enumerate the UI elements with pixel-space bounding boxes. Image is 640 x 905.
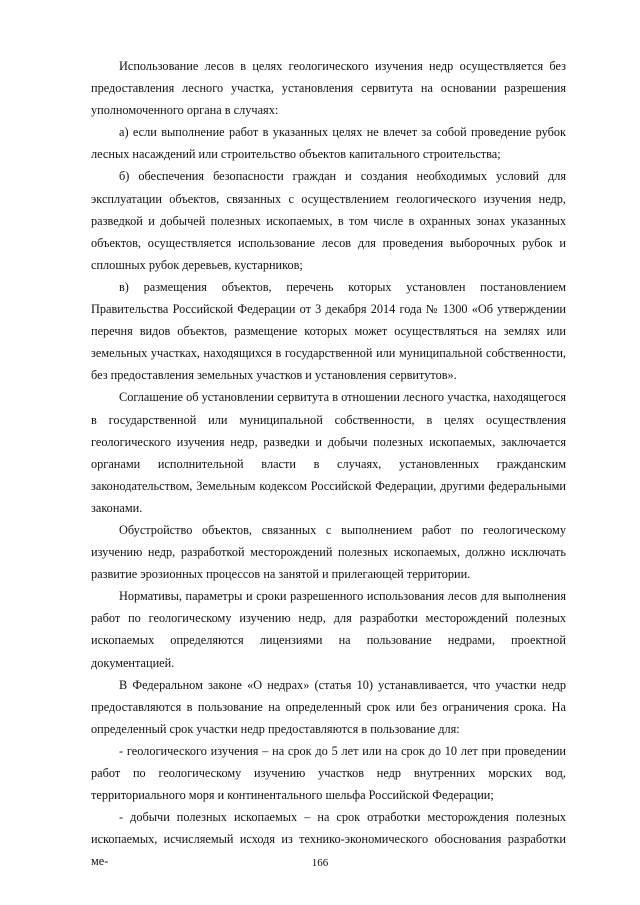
paragraph: Использование лесов в целях геологического изучения недр осуществляется без предоставления лесного участка, установления сервитута на основании разрешения уполномоченного органа в случаях: xyxy=(91,59,566,118)
page-number: 166 xyxy=(311,857,329,869)
paragraph: в) размещения объектов, перечень которых установлен постановлением Правительства Российской Федерации от 3 декабря 2014 года № 1300 «Об утверждении перечня видов объектов, размещение которых может осуществляться на землях или земельных участках, находящихся в государственной или муниципальной собственности, без предоставления земельных участков и установления сервитутов». xyxy=(91,279,566,383)
paragraph: Соглашение об установлении сервитута в отношении лесного участка, находящегося в государственной или муниципальной собственности, в целях осуществления геологического изучения недр, разведки и добычи полезных ископаемых, заключается органами исполнительной власти в случаях, установленных гражданским законодательством, Земельным кодексом Российской Федерации, другими федеральными законами. xyxy=(91,390,566,515)
page-body xyxy=(91,55,566,872)
paragraph: - добычи полезных ископаемых – на срок отработки месторождения полезных ископаемых, исчисляемый исходя из технико-экономического обоснования разработки ме- xyxy=(91,810,566,869)
paragraph: В Федеральном законе «О недрах» (статья 10) устанавливается, что участки недр предоставляются в пользование на определенный срок или без ограничения срока. На определенный срок участки недр предоставляются в пользование для: xyxy=(91,677,566,736)
paragraph: а) если выполнение работ в указанных целях не влечет за собой проведение рубок лесных насаждений или строительство объектов капитального строительства; xyxy=(91,125,566,162)
paragraph: Обустройство объектов, связанных с выполнением работ по геологическому изучению недр, разработкой месторождений полезных ископаемых, должно исключать развитие эрозионных процессов на занятой и прилегающей территории. xyxy=(91,522,566,582)
paragraph: б) обеспечения безопасности граждан и создания необходимых условий для эксплуатации объектов, связанных с осуществлением геологического изучения недр, разведкой и добычей полезных ископаемых, в том числе в охранных зонах указанных объектов, осуществляется использование лесов для проведения выборочных рубок и сплошных рубок деревьев, кустарников; xyxy=(91,169,566,272)
paragraph: Нормативы, параметры и сроки разрешенного использования лесов для выполнения работ по геологическому изучению недр, для разработки месторождений полезных ископаемых определяются лицензиями на пользование недрами, проектной документацией. xyxy=(91,589,566,670)
paragraph: - геологического изучения – на срок до 5 лет или на срок до 10 лет при проведении работ по геологическому изучению участков недр внутренних морских вод, территориального моря и континентального шельфа Российской Федерации; xyxy=(91,743,566,803)
